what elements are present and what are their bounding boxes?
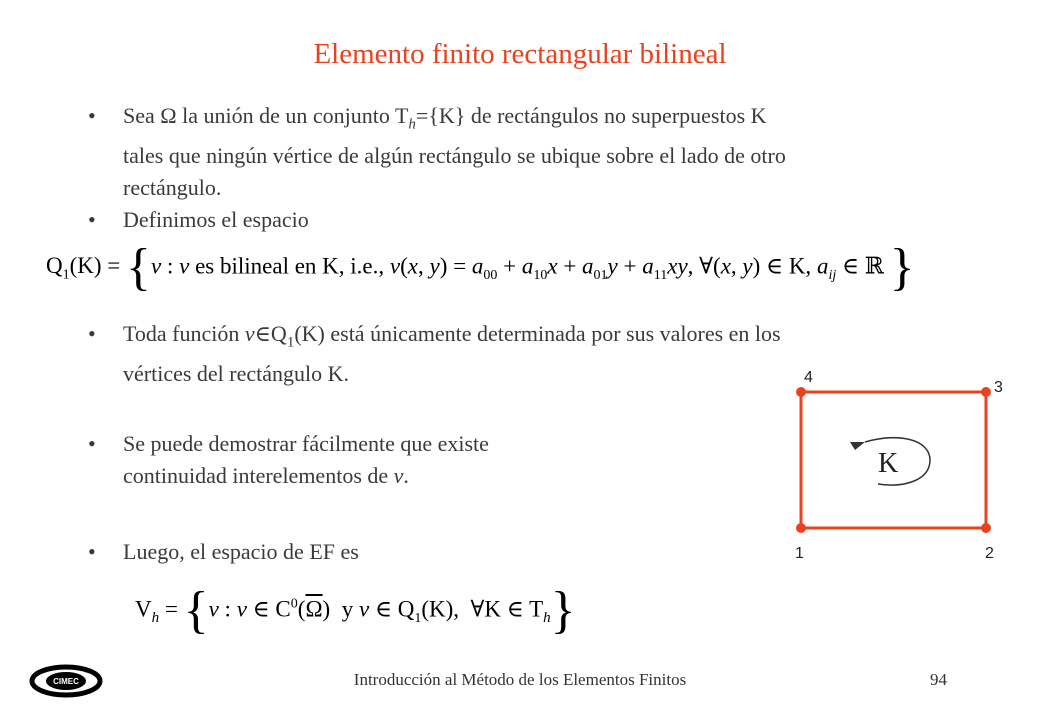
footer-title: Introducción al Método de los Elementos Finitos bbox=[353, 670, 687, 689]
subscript-1: 1 bbox=[286, 334, 295, 351]
arrow-icon bbox=[850, 442, 865, 450]
node-1 bbox=[796, 523, 806, 533]
node-2 bbox=[981, 523, 991, 533]
in-q: ∈Q bbox=[254, 321, 287, 346]
bullet-3-line-2: vértices del rectángulo K. bbox=[123, 361, 350, 387]
node-label-1: 1 bbox=[795, 545, 804, 562]
slide-title: Elemento finito rectangular bilineal bbox=[313, 38, 727, 70]
bullet-3-line-1-cont: (K) está únicamente determinada por sus valores en los bbox=[294, 321, 781, 346]
bullet-marker: • bbox=[88, 103, 96, 128]
rectangular-element-diagram bbox=[780, 369, 1020, 580]
var-v: v bbox=[393, 463, 404, 488]
bullet-marker: • bbox=[88, 431, 96, 456]
element-label: K bbox=[878, 448, 899, 479]
bullet-1-line-3: rectángulo. bbox=[123, 175, 222, 201]
bullet-marker: • bbox=[88, 321, 96, 346]
bullet-1-line-1: Sea Ω la unión de un conjunto T bbox=[123, 103, 409, 128]
bullet-1-line-1-cont: ={K} de rectángulos no superpuestos K bbox=[415, 103, 767, 128]
bullet-2-text: Definimos el espacio bbox=[123, 207, 309, 232]
bullet-3-line-1: Toda función bbox=[123, 321, 245, 346]
bullet-1-line-2: tales que ningún vértice de algún rectángulo se ubique sobre el lado de otro bbox=[123, 143, 786, 169]
formula-vh-space: $V_h = \{v$ : v ∈ $C^0(\overline{\Omega})$ y v ∈ $Q_1(K)$, ∀K ∈ $T_h$} bbox=[135, 582, 576, 639]
var-v: v bbox=[244, 321, 255, 346]
period: . bbox=[403, 463, 409, 488]
subscript-h: h bbox=[408, 116, 416, 133]
page-number: 94 bbox=[930, 670, 947, 689]
node-label-3: 3 bbox=[994, 379, 1003, 396]
bullet-marker: • bbox=[88, 207, 96, 232]
node-label-4: 4 bbox=[804, 369, 813, 386]
node-label-2: 2 bbox=[985, 545, 994, 562]
bullet-marker: • bbox=[88, 539, 96, 564]
node-3 bbox=[981, 387, 991, 397]
node-4 bbox=[796, 387, 806, 397]
bullet-4-line-1: Se puede demostrar fácilmente que existe bbox=[123, 431, 489, 456]
bullet-4-line-2: continuidad interelementos de bbox=[123, 463, 394, 488]
formula-q1-space: $Q_1(K) = \{v$ : v es bilineal en K, i.e., v(x, $y) = a_{00} + a_{10}x + a_{01}y + a_{11}xy$, ∀(x, y) ∈ K, $a_{ij}$ ∈ ℝ } bbox=[46, 239, 915, 296]
svg-text:CIMEC: CIMEC bbox=[53, 677, 79, 686]
bullet-5-text: Luego, el espacio de EF es bbox=[123, 539, 359, 564]
